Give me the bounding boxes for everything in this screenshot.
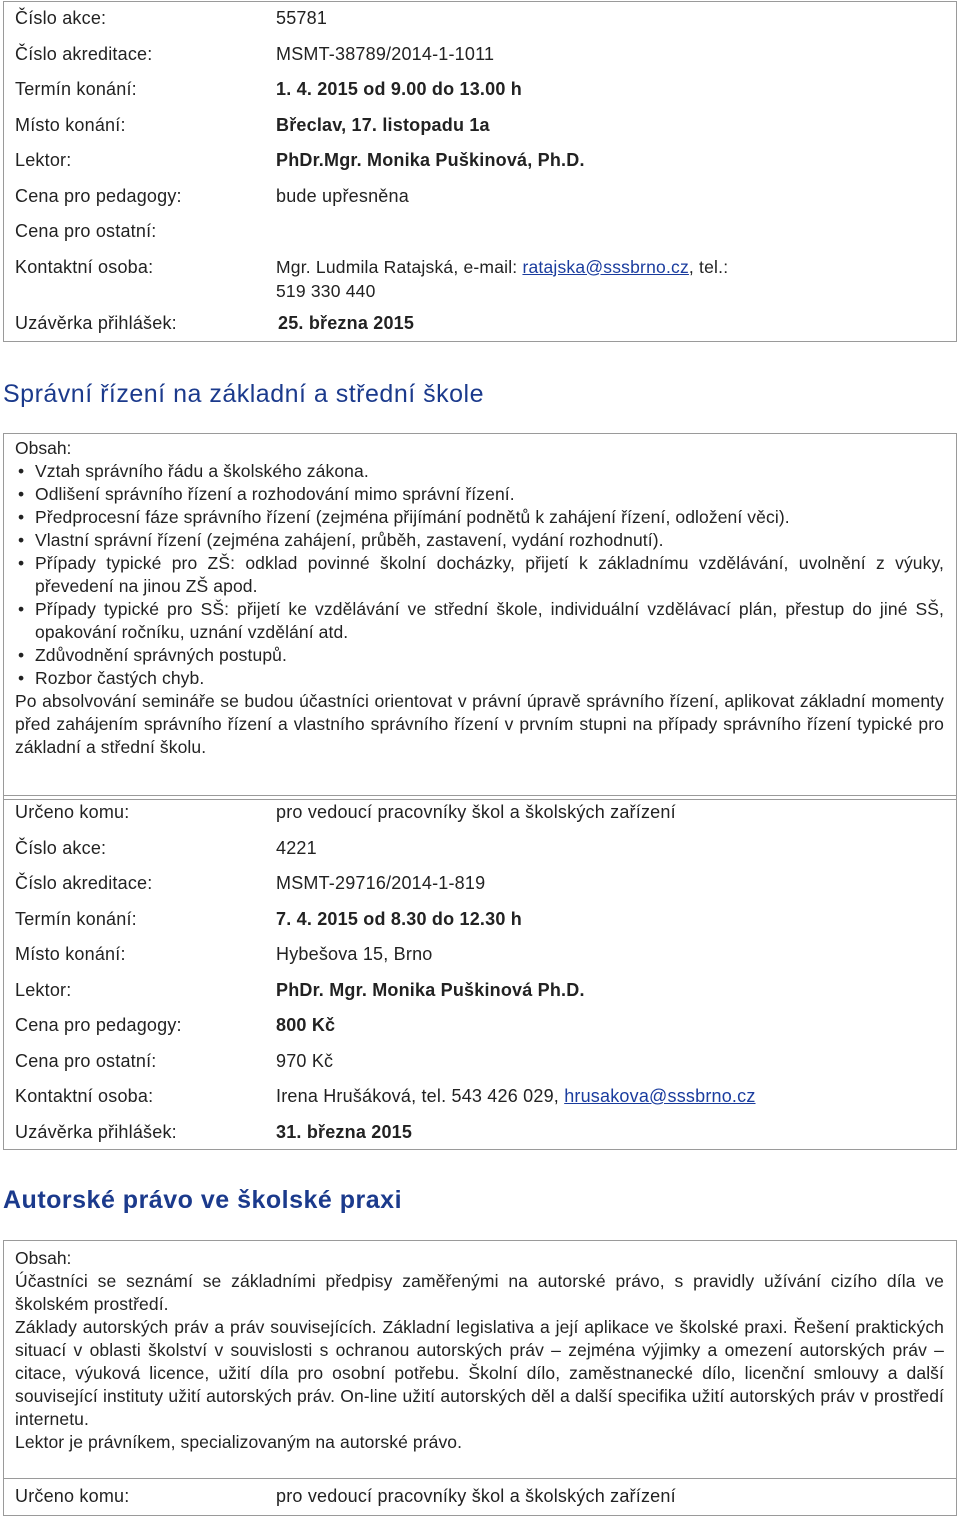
price-others: 970 Kč [276,1050,334,1071]
course1-row-lecturer [4,144,956,180]
contact-email-link[interactable]: ratajska@sssbrno.cz [522,256,689,277]
course2-row-deadline [4,1116,956,1152]
accreditation-number: MSMT-29716/2014-1-819 [276,873,486,893]
course1-row-deadline [4,308,956,344]
target-audience: pro vedoucí pracovníky škol a školských zařízení [276,802,676,822]
list-item: • Zdůvodnění správných postupů. [15,644,944,667]
course2-row-price-teachers [4,1009,956,1045]
field-label: Číslo akce: [15,8,107,28]
course2-row-contact [4,1080,956,1116]
field-label: Číslo akreditace: [15,43,153,64]
field-label: Uzávěrka přihlášek: [15,312,177,333]
field-label: Cena pro ostatní: [15,1050,157,1071]
course2-audience-table [3,1478,957,1516]
course2-row-lecturer [4,974,956,1010]
course1-row-price-teachers [4,180,956,216]
content-heading: Obsah: [15,1248,72,1268]
list-item: • Případy typické pro ZŠ: odklad povinné školní docházky, přijetí k základnímu vzdělávání, uvolnění z výuky, převedení na jinou ZŠ apod. [15,552,944,598]
course1-title: Správní řízení na základní a střední škole [3,380,484,408]
course2-row-audience-bottom [4,1479,956,1515]
field-label: Cena pro ostatní: [15,221,157,241]
field-label: Lektor: [15,150,72,170]
target-audience: pro vedoucí pracovníky škol a školských zařízení [276,1486,676,1506]
content-bullet-list [15,460,944,690]
field-label: Uzávěrka přihlášek: [15,1121,177,1142]
list-item: • Vztah správního řádu a školského zákona. [15,460,944,483]
accreditation-number: MSMT-38789/2014-1-1011 [276,43,495,64]
price-teachers: 800 Kč [276,1015,336,1035]
event-number: 4221 [276,837,317,858]
contact-tel-label: , tel.: [688,256,729,277]
contact-details: Irena Hrušáková, tel. 543 426 029, [276,1086,565,1106]
course2-row-price-others [4,1045,956,1081]
course2-title: Autorské právo ve školské praxi [3,1186,403,1214]
course2-row-audience [4,796,956,832]
field-label: Termín konání: [15,79,137,99]
course2-info-table [3,795,957,1150]
course1-row-venue [4,109,956,145]
course2-content [3,1240,957,1479]
course1-row-price-others [4,215,956,251]
field-label: Určeno komu: [15,802,130,822]
list-item: • Odlišení správního řízení a rozhodování mimo správní řízení. [15,483,944,506]
event-number: 55781 [276,8,328,28]
event-venue: Břeclav, 17. listopadu 1a [276,114,490,135]
event-venue: Hybešova 15, Brno [276,944,433,964]
field-label: Cena pro pedagogy: [15,185,182,206]
content-heading: Obsah: [15,438,72,458]
field-label: Cena pro pedagogy: [15,1015,182,1035]
list-item: • Případy typické pro SŠ: přijetí ke vzdělávání ve střední škole, individuální vzdělávací plán, přestup do jiné SŠ, opakování ročníku, uznání vzdělání atd. [15,598,944,644]
registration-deadline: 25. března 2015 [278,312,415,333]
lecturer-name: PhDr. Mgr. Monika Puškinová Ph.D. [276,979,585,1000]
content-paragraph: Základy autorských práv a práv souvisejících. Základní legislativa a její aplikace ve školské praxi. Řešení praktických situací v oblasti školství v souvislosti s ochranou autorských práv – zejména výjimky a omezení autorských práv – citace, výuková licence, užití díla pro osobní potřebu. Školní dílo, zaměstnanecké dílo, licenční smlouvy a další související instituty užití autorských práv. On-line užití autorských děl a další specifika užití autorských práv v prostředí internetu. [15,1317,944,1429]
course2-row-venue [4,938,956,974]
course2-row-accreditation [4,867,956,903]
list-item: • Vlastní správní řízení (zejména zahájení, průběh, zastavení, vydání rozhodnutí). [15,529,944,552]
field-label: Kontaktní osoba: [15,1086,154,1106]
contact-name: Mgr. Ludmila Ratajská, e-mail: [276,256,523,277]
field-label: Místo konání: [15,114,126,135]
course1-row-event-number [4,2,956,38]
event-date: 1. 4. 2015 od 9.00 do 13.00 h [276,79,522,99]
content-paragraph: Lektor je právníkem, specializovaným na autorské právo. [15,1432,463,1452]
course1-row-date [4,73,956,109]
course1-row-accreditation [4,38,956,74]
course2-row-event-number [4,832,956,868]
contact-person [276,255,728,303]
course1-info-table [3,1,957,342]
event-date: 7. 4. 2015 od 8.30 do 12.30 h [276,908,522,929]
contact-person [276,1086,756,1107]
list-item: • Předprocesní fáze správního řízení (zejména přijímání podnětů k zahájení řízení, odložení věci). [15,506,944,529]
course2-row-date [4,903,956,939]
field-label: Místo konání: [15,944,126,964]
field-label: Kontaktní osoba: [15,256,154,277]
field-label: Určeno komu: [15,1486,130,1506]
contact-email-link[interactable]: hrusakova@sssbrno.cz [564,1086,756,1106]
field-label: Číslo akce: [15,837,107,858]
price-teachers: bude upřesněna [276,185,409,206]
field-label: Číslo akreditace: [15,873,153,893]
contact-phone: 519 330 440 [276,280,376,301]
field-label: Lektor: [15,979,72,1000]
course1-row-contact [4,251,956,308]
lecturer-name: PhDr.Mgr. Monika Puškinová, Ph.D. [276,150,585,170]
content-summary: Po absolvování semináře se budou účastníci orientovat v právní úpravě správního řízení, aplikovat základní momenty před zahájením správního řízení a vlastního správního řízení v prvním stupni na případy správního řízení typické pro základní a střední školu. [15,691,944,757]
course1-content [3,433,957,800]
registration-deadline: 31. března 2015 [276,1121,413,1142]
list-item: • Rozbor častých chyb. [15,667,944,690]
content-paragraph: Účastníci se seznámí se základními předpisy zaměřenými na autorské právo, s pravidly užívání cizího díla ve školském prostředí. [15,1271,944,1314]
field-label: Termín konání: [15,908,137,929]
